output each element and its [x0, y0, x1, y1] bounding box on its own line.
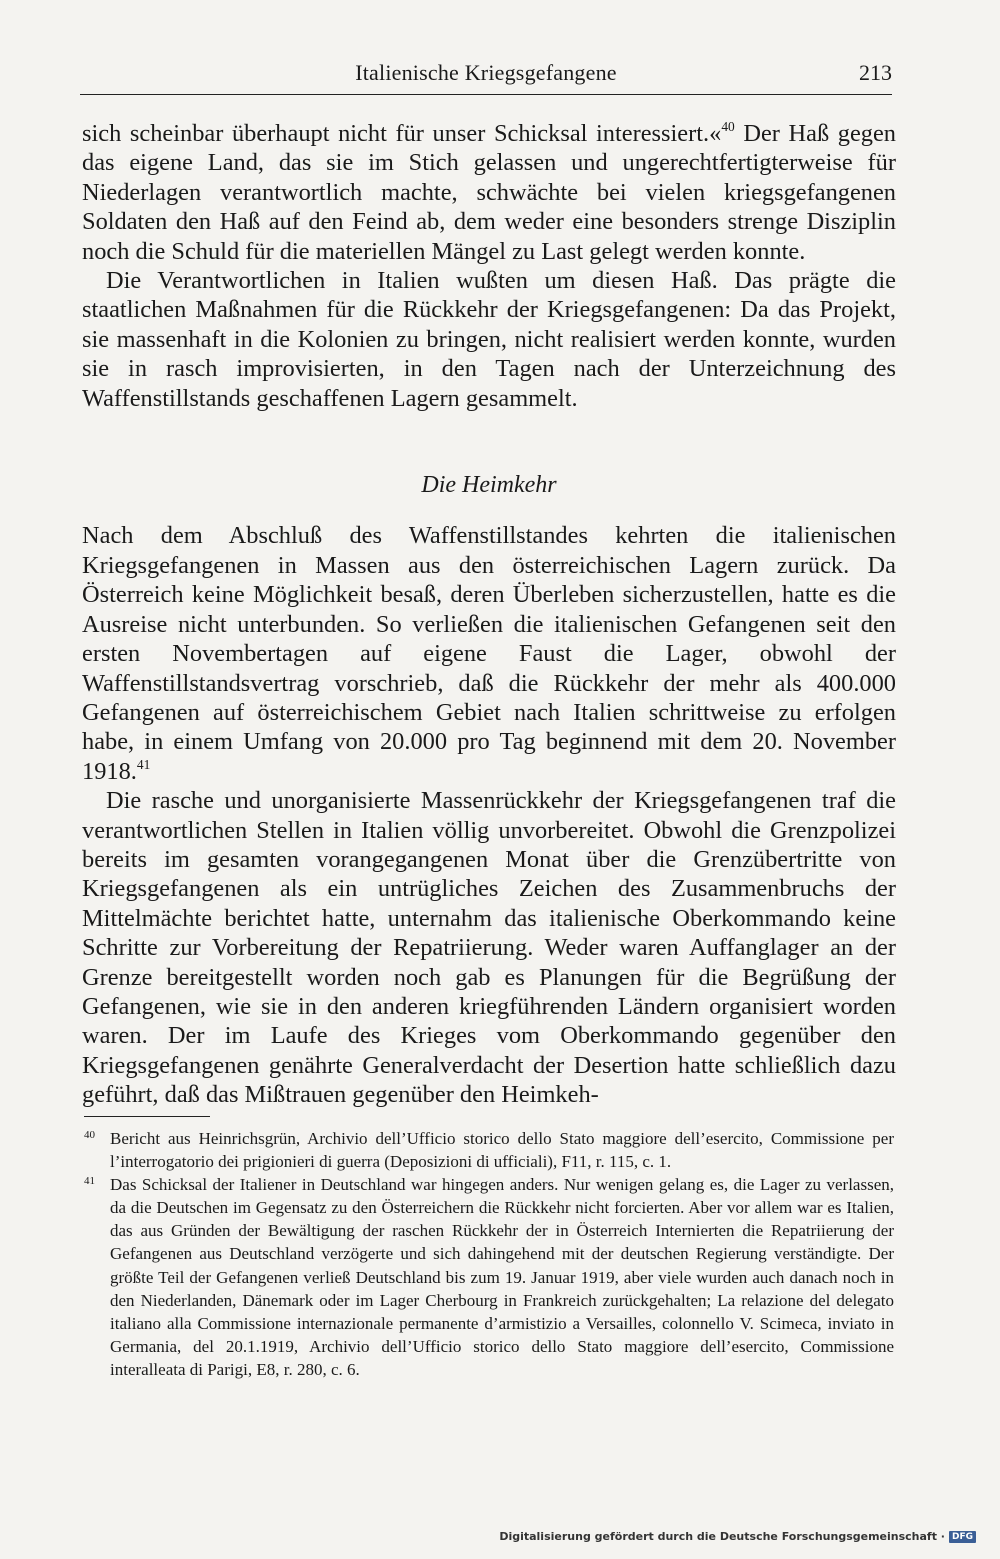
body-text — [82, 119, 896, 1110]
footnote-number: 41 — [84, 1175, 95, 1188]
footnote-number: 40 — [84, 1129, 95, 1141]
paragraph-1-text-a: sich scheinbar überhaupt nicht für unser Schicksal interessiert.« — [82, 120, 722, 147]
footnote-ref-41: 41 — [136, 756, 151, 772]
paragraph-1 — [82, 119, 896, 266]
footnote-ref-40: 40 — [721, 118, 735, 134]
digitization-credit — [499, 1530, 976, 1543]
footnote-text: Bericht aus Heinrichsgrün, Archivio dell’Ufficio storico dello Stato maggiore dell’esercito, Commissione per l’interrogatorio dei prigionieri di guerra (Deposizioni di ufficiali), F11, r. 115, c. 1. — [110, 1129, 894, 1172]
paragraph-2: Die Verantwortlichen in Italien wußten um diesen Haß. Das prägte die staatlichen Maßnahmen für die Rückkehr der Kriegsgefangenen: Da das Projekt, sie massenhaft in die Kolonien zu bringen, nicht realisiert werden konnte, wurden sie in rasch improvisierten, in den Tagen nach der Unterzeichnung des Waffenstillstands geschaffenen Lagern gesammelt. — [82, 267, 896, 412]
footnote-rule — [84, 1116, 210, 1117]
page-number: 213 — [859, 60, 892, 85]
footnotes — [84, 1127, 894, 1381]
footnote-41 — [84, 1173, 894, 1381]
footnote-text: Das Schicksal der Italiener in Deutschland war hingegen anders. Nur wenigen gelang es, die Lager zu verlassen, da die Deutschen im Gegensatz zu den Österreichern die Rückkehr nicht forcierten. Aber vor allem war es Italien, das aus Gründen der Bewältigung der raschen Rückkehr der in Österreich Internierten die Repatriierung der Gefangenen aus Deutschland verzögerte und sich dahingehend mit der deutschen Regierung verständigte. Der größte Teil der Gefangenen verließ Deutschland bis zum 19. Januar 1919, aber viele wurden auch danach noch in den Niederlanden, Dänemark oder im Lager Cherbourg in Frankreich zurückgehalten; La relazione del delegato italiano alla Commissione internazionale permanente d’armistizio a Versailles, colonnello V. Scimeca, inviato in Germania, del 20.1.1919, Archivio dell’Ufficio storico dello Stato maggiore dell’esercito, Commissione interalleata di Parigi, E8, r. 280, c. 6. — [110, 1175, 894, 1379]
running-header — [80, 58, 892, 95]
footnote-40 — [84, 1127, 894, 1173]
paragraph-1-text-b: Der Haß gegen das eigene Land, das sie im Stich gelassen und ungerechtfertigterweise für Niederlagen verantwortlich machte, schwächte bei vielen kriegsgefangenen Soldaten den Haß auf den Feind ab, dem weder eine besonders strenge Disziplin noch die Schuld für die materiellen Mängel zu Last gelegt werden konnte. — [82, 120, 896, 265]
credit-text: Digitalisierung gefördert durch die Deutsche Forschungsgemeinschaft · — [499, 1530, 945, 1543]
paragraph-3 — [82, 521, 896, 786]
dfg-logo: DFG — [949, 1531, 976, 1543]
paragraph-3-text: Nach dem Abschluß des Waffenstillstandes kehrten die italienischen Kriegsgefangenen in Massen aus den österreichischen Lagern zurück. Da Österreich keine Möglichkeit besaß, deren Überleben sicherzustellen, hatte es die Ausreise nicht unterbunden. So verließen die italienischen Gefangenen seit den ersten Novembertagen auf eigene Faust die Lager, obwohl der Waffenstillstandsvertrag vorschrieb, daß die Rückkehr der mehr als 400.000 Gefangenen auf österreichischem Gebiet nach Italien schrittweise zu erfolgen habe, in einem Umfang von 20.000 pro Tag beginnend mit dem 20. November 1918. — [82, 522, 896, 785]
section-heading: Die Heimkehr — [421, 472, 557, 499]
running-title: Italienische Kriegsgefangene — [355, 60, 617, 85]
paragraph-4: Die rasche und unorganisierte Massenrückkehr der Kriegsgefangenen traf die verantwortlichen Stellen in Italien völlig unvorbereitet. Obwohl die Grenzpolizei bereits im gesamten vorangegangenen Monat über die Grenzübertritte von Kriegsgefangenen als ein untrügliches Zeichen des Zusammenbruchs der Mittelmächte berichtet hatte, unternahm das italienische Oberkommando keine Schritte zur Vorbereitung der Repatriierung. Weder waren Auffanglager an der Grenze bereitgestellt worden noch gab es Planungen für die Begrüßung der Gefangenen, wie sie in den anderen kriegführenden Ländern organisiert worden waren. Der im Laufe des Krieges vom Oberkommando gegenüber den Kriegsgefangenen genährte Generalverdacht der Desertion hatte schließlich dazu geführt, daß das Mißtrauen gegenüber den Heimkeh- — [82, 787, 896, 1109]
